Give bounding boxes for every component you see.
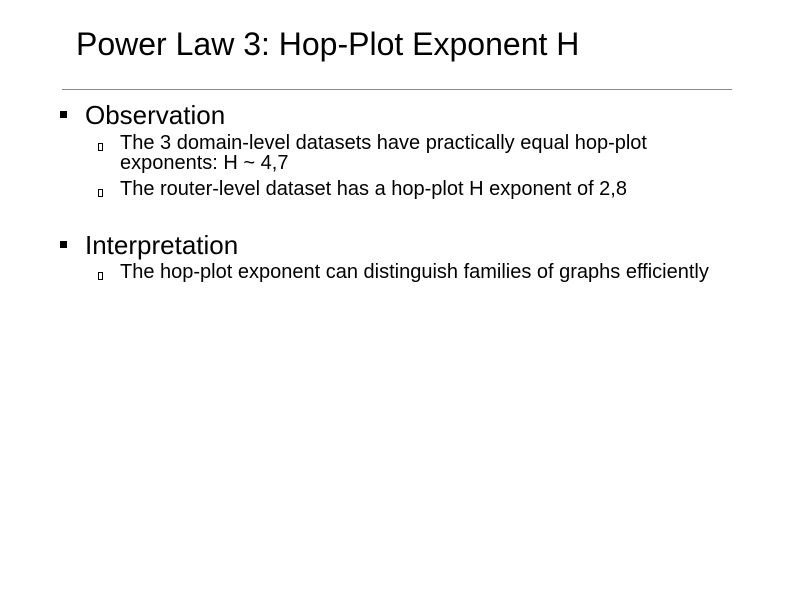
section-heading: Interpretation <box>85 230 239 260</box>
box-bullet-icon <box>98 272 103 280</box>
list-item-text: The 3 domain-level datasets have practically equal hop-plot exponents: H ~ 4,7 <box>120 132 647 174</box>
list-item-text: The hop-plot exponent can distinguish families of graphs efficiently <box>120 261 709 283</box>
section-heading: Observation <box>85 100 226 130</box>
box-bullet-icon <box>98 143 103 151</box>
square-bullet-icon <box>60 111 67 118</box>
box-bullet-icon <box>98 189 103 197</box>
square-bullet-icon <box>60 241 67 248</box>
slide-title: Power Law 3: Hop-Plot Exponent H <box>76 26 580 62</box>
title-divider <box>62 89 732 90</box>
list-item-text: The router-level dataset has a hop-plot H exponent of 2,8 <box>120 178 627 200</box>
